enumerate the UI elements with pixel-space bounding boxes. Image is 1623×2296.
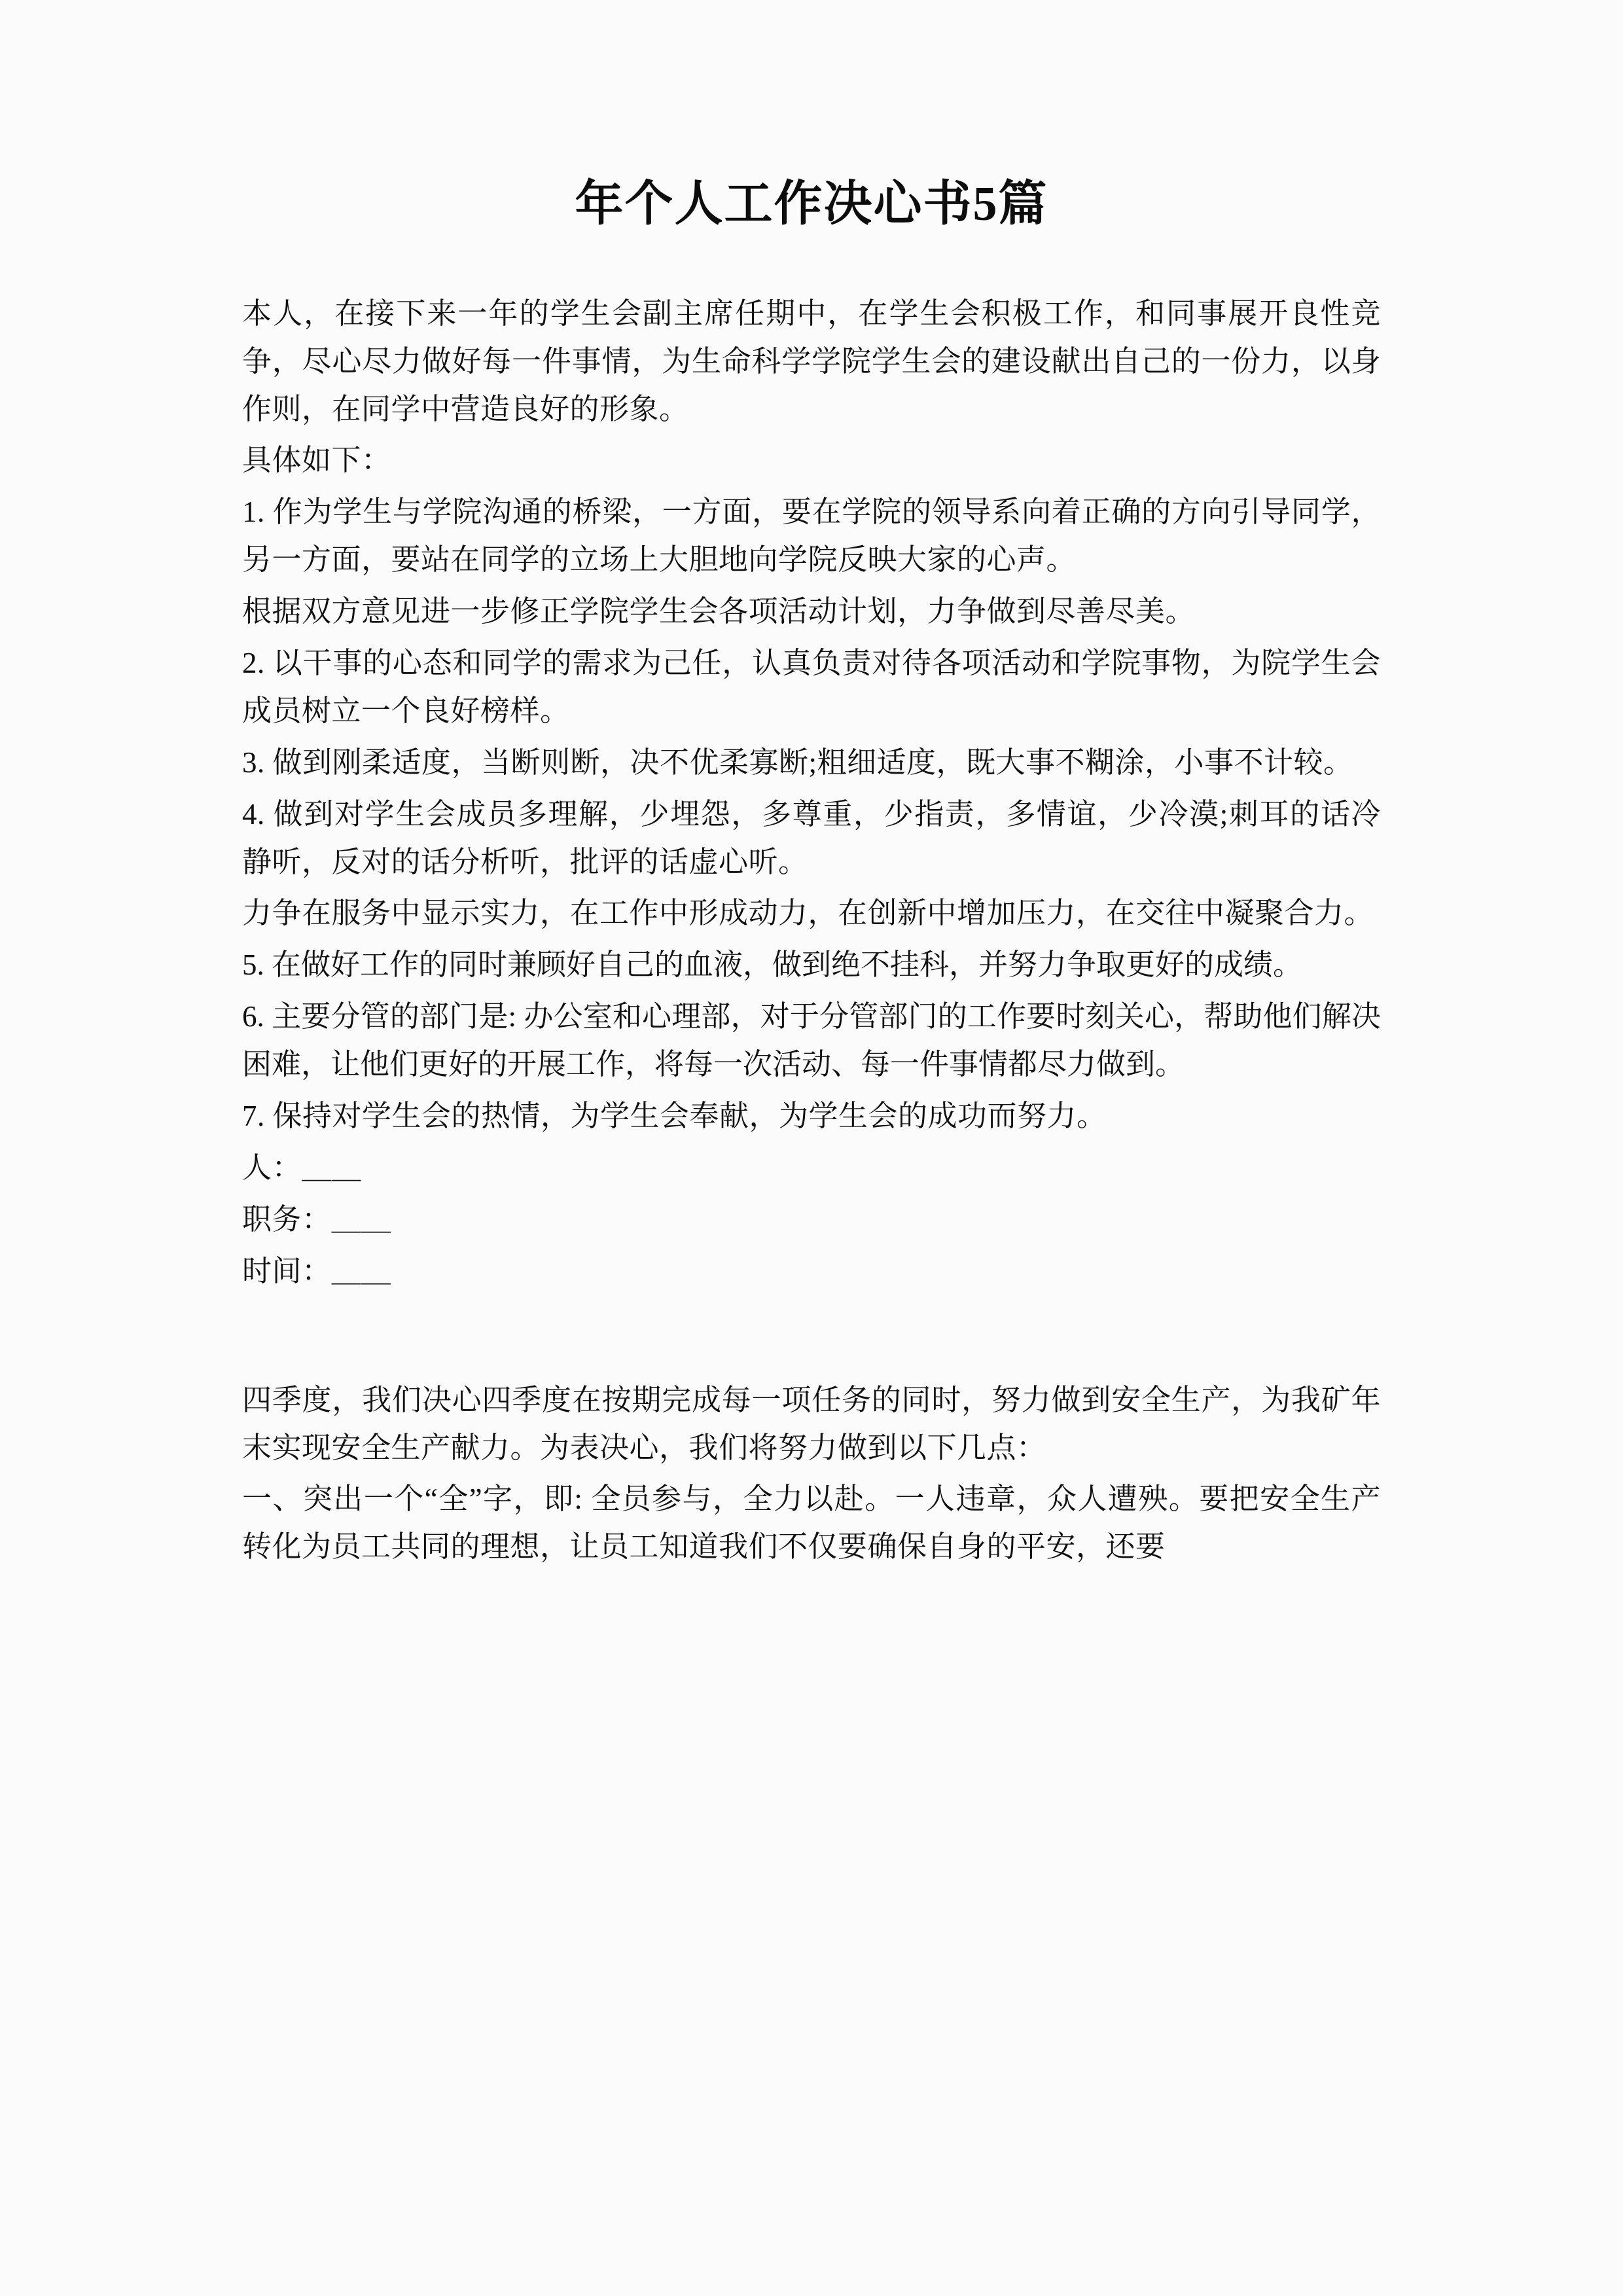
- list-item: 1. 作为学生与学院沟通的桥梁，一方面，要在学院的领导系向着正确的方向引导同学，另一方面，要站在同学的立场上大胆地向学院反映大家的心声。: [242, 495, 1381, 577]
- document-body: [242, 290, 1381, 1571]
- section-two-paragraph: 一、突出一个“全”字，即: 全员参与，全力以赴。一人违章，众人遭殃。要把安全生产转化为员工共同的理想，让员工知道我们不仅要确保自身的平安，还要: [242, 1482, 1381, 1564]
- signature-date-line: 时间：＿＿: [242, 1254, 391, 1287]
- list-item: 3. 做到刚柔适度，当断则断，决不优柔寡断;粗细适度，既大事不糊涂，小事不计较。: [242, 745, 1353, 779]
- signature-block: [242, 1144, 1381, 1295]
- intro-paragraph: 本人，在接下来一年的学生会副主席任期中，在学生会积极工作，和同事展开良性竞争，尽心尽力做好每一件事情，为生命科学学院学生会的建设献出自己的一份力，以身作则，在同学中营造良好的形象。: [242, 296, 1381, 425]
- list-item: 根据双方意见进一步修正学院学生会各项活动计划，力争做到尽善尽美。: [242, 595, 1196, 628]
- signature-position-line: 职务：＿＿: [242, 1202, 391, 1236]
- signature-person-line: 人：＿＿: [242, 1151, 362, 1184]
- section-two-paragraph: 四季度，我们决心四季度在按期完成每一项任务的同时，努力做到安全生产，为我矿年末实现安全生产献力。为表决心，我们将努力做到以下几点：: [242, 1383, 1381, 1464]
- lead-in-paragraph: 具体如下：: [242, 444, 391, 477]
- list-item: 6. 主要分管的部门是: 办公室和心理部，对于分管部门的工作要时刻关心，帮助他们解决困难，让他们更好的开展工作，将每一次活动、每一件事情都尽力做到。: [242, 1000, 1381, 1081]
- section-divider-space: [242, 1299, 1381, 1376]
- page-title: 年个人工作决心书5篇: [575, 177, 1048, 231]
- list-item: 7. 保持对学生会的热情，为学生会奉献，为学生会的成功而努力。: [242, 1100, 1107, 1133]
- list-item: 力争在服务中显示实力，在工作中形成动力，在创新中增加压力，在交往中凝聚合力。: [242, 897, 1374, 930]
- list-item: 5. 在做好工作的同时兼顾好自己的血液，做到绝不挂科，并努力争取更好的成绩。: [242, 948, 1303, 982]
- list-item: 2. 以干事的心态和同学的需求为己任，认真负责对待各项活动和学院事物，为院学生会成员树立一个良好榜样。: [242, 647, 1381, 727]
- list-item: 4. 做到对学生会成员多理解，少埋怨，多尊重，少指责，多情谊，少冷漠;刺耳的话冷静听，反对的话分析听，批评的话虚心听。: [242, 797, 1381, 878]
